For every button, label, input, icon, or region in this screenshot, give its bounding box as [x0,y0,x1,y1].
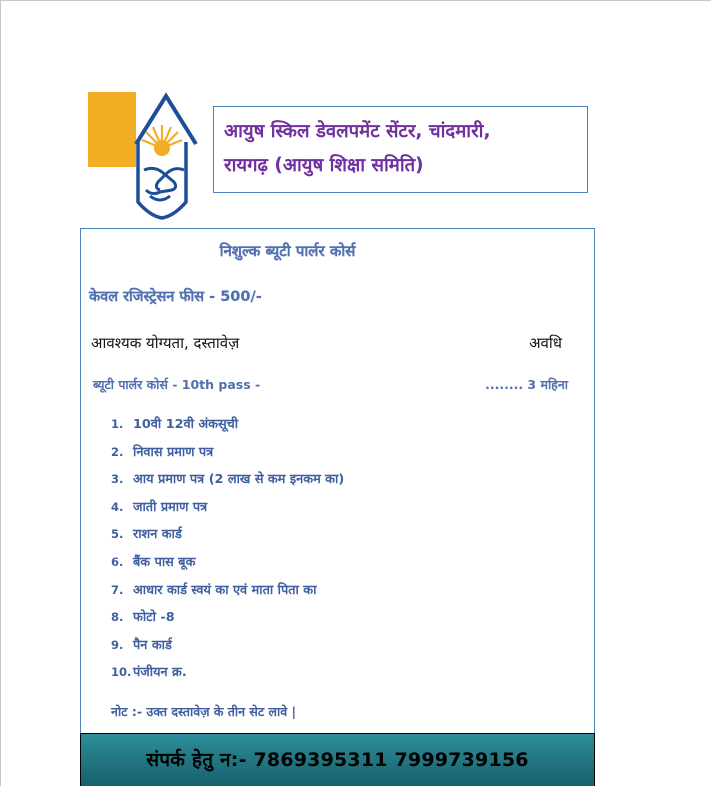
list-item [111,494,344,522]
note-text: नोट :- उक्त दस्तावेज़ के तीन सेट लावे | [111,704,297,719]
list-item-text: फोटो -8 [133,610,175,626]
list-item-text: पंजीयन क्र. [133,665,187,681]
list-item-text: आय प्रमाण पत्र (2 लाख से कम इनकम का) [133,472,345,488]
list-item-number: 8. [111,610,124,625]
requirements-heading: आवश्यक योग्यता, दस्तावेज़ [91,334,240,352]
list-item-text: राशन कार्ड [133,527,182,543]
list-item [111,659,344,687]
list-item [111,521,344,549]
list-item [111,577,344,605]
logo-house-icon [88,92,198,222]
course-info-box [80,228,595,786]
list-item-number: 1. [111,417,124,431]
list-item [111,439,344,467]
header-title-line1: आयुष स्किल डेवलपमेंट सेंटर, चांदमारी, [224,121,491,142]
list-item [111,632,344,660]
list-item [111,466,344,494]
list-item-number: 2. [111,444,124,459]
list-item-number: 10. [111,665,132,680]
list-item-number: 5. [111,527,124,542]
course-title [81,241,594,261]
list-item [111,411,344,439]
list-item-text: आधार कार्ड स्वयं का एवं माता पिता का [133,582,317,598]
documents-list [111,411,344,687]
logo [88,92,198,222]
list-item-text: जाती प्रमाण पत्र [133,499,208,515]
duration-text: ........ 3 महिना [485,377,568,392]
list-item-text: बैंक पास बूक [133,554,196,570]
list-item [111,604,344,632]
header-title-line2: रायगढ़ (आयुष शिक्षा समिति) [224,155,424,176]
list-item-text: पैन कार्ड [133,637,172,653]
list-item-number: 3. [111,472,124,487]
list-item-number: 4. [111,499,124,514]
list-item-text: निवास प्रमाण पत्र [133,444,214,460]
page-top-border [0,0,711,1]
eligibility-text: ब्यूटी पार्लर कोर्स - 10th pass - [93,377,261,392]
contact-bar [80,733,595,786]
course-title-text: निशुल्क ब्यूटी पार्लर कोर्स [219,242,356,260]
duration-heading: अवधि [529,334,562,352]
header-box [213,106,588,193]
list-item-number: 9. [111,637,124,652]
list-item [111,549,344,577]
registration-fee: केवल रजिस्ट्रेसन फीस - 500/- [89,289,262,305]
list-item-number: 7. [111,582,124,597]
contact-text: संपर्क हेतु न:- 7869395311 7999739156 [146,749,529,771]
list-item-number: 6. [111,554,124,569]
list-item-text: 10वी 12वी अंकसूची [133,417,239,432]
page-left-border [0,0,1,786]
